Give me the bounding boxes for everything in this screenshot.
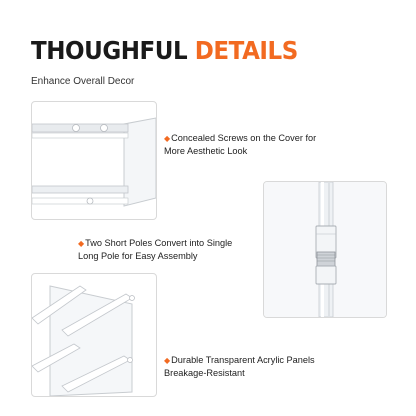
bullet-icon: ◆: [78, 239, 85, 248]
pole-connector-photo: [263, 181, 387, 318]
concealed-screws-photo: [31, 101, 157, 220]
bullet-icon: ◆: [164, 134, 171, 143]
feature-line: Durable Transparent Acrylic Panels: [171, 355, 315, 365]
feature-line: Long Pole for Easy Assembly: [78, 251, 198, 261]
bullet-icon: ◆: [164, 356, 171, 365]
feature-concealed-screws: [164, 132, 374, 157]
feature-line: Concealed Screws on the Cover for: [171, 133, 317, 143]
feature-line: More Aesthetic Look: [164, 146, 248, 156]
feature-line: Breakage-Resistant: [164, 368, 245, 378]
feature-two-poles: [78, 237, 268, 262]
title-accent-part: DETAILS: [194, 36, 298, 65]
title-dark-part: THOUGHFUL: [31, 36, 188, 65]
page-title: [31, 38, 298, 63]
page-subtitle: Enhance Overall Decor: [31, 76, 135, 87]
feature-line: Two Short Poles Convert into Single: [85, 238, 233, 248]
acrylic-panel-photo: [31, 273, 157, 397]
feature-acrylic-panels: [164, 354, 374, 379]
